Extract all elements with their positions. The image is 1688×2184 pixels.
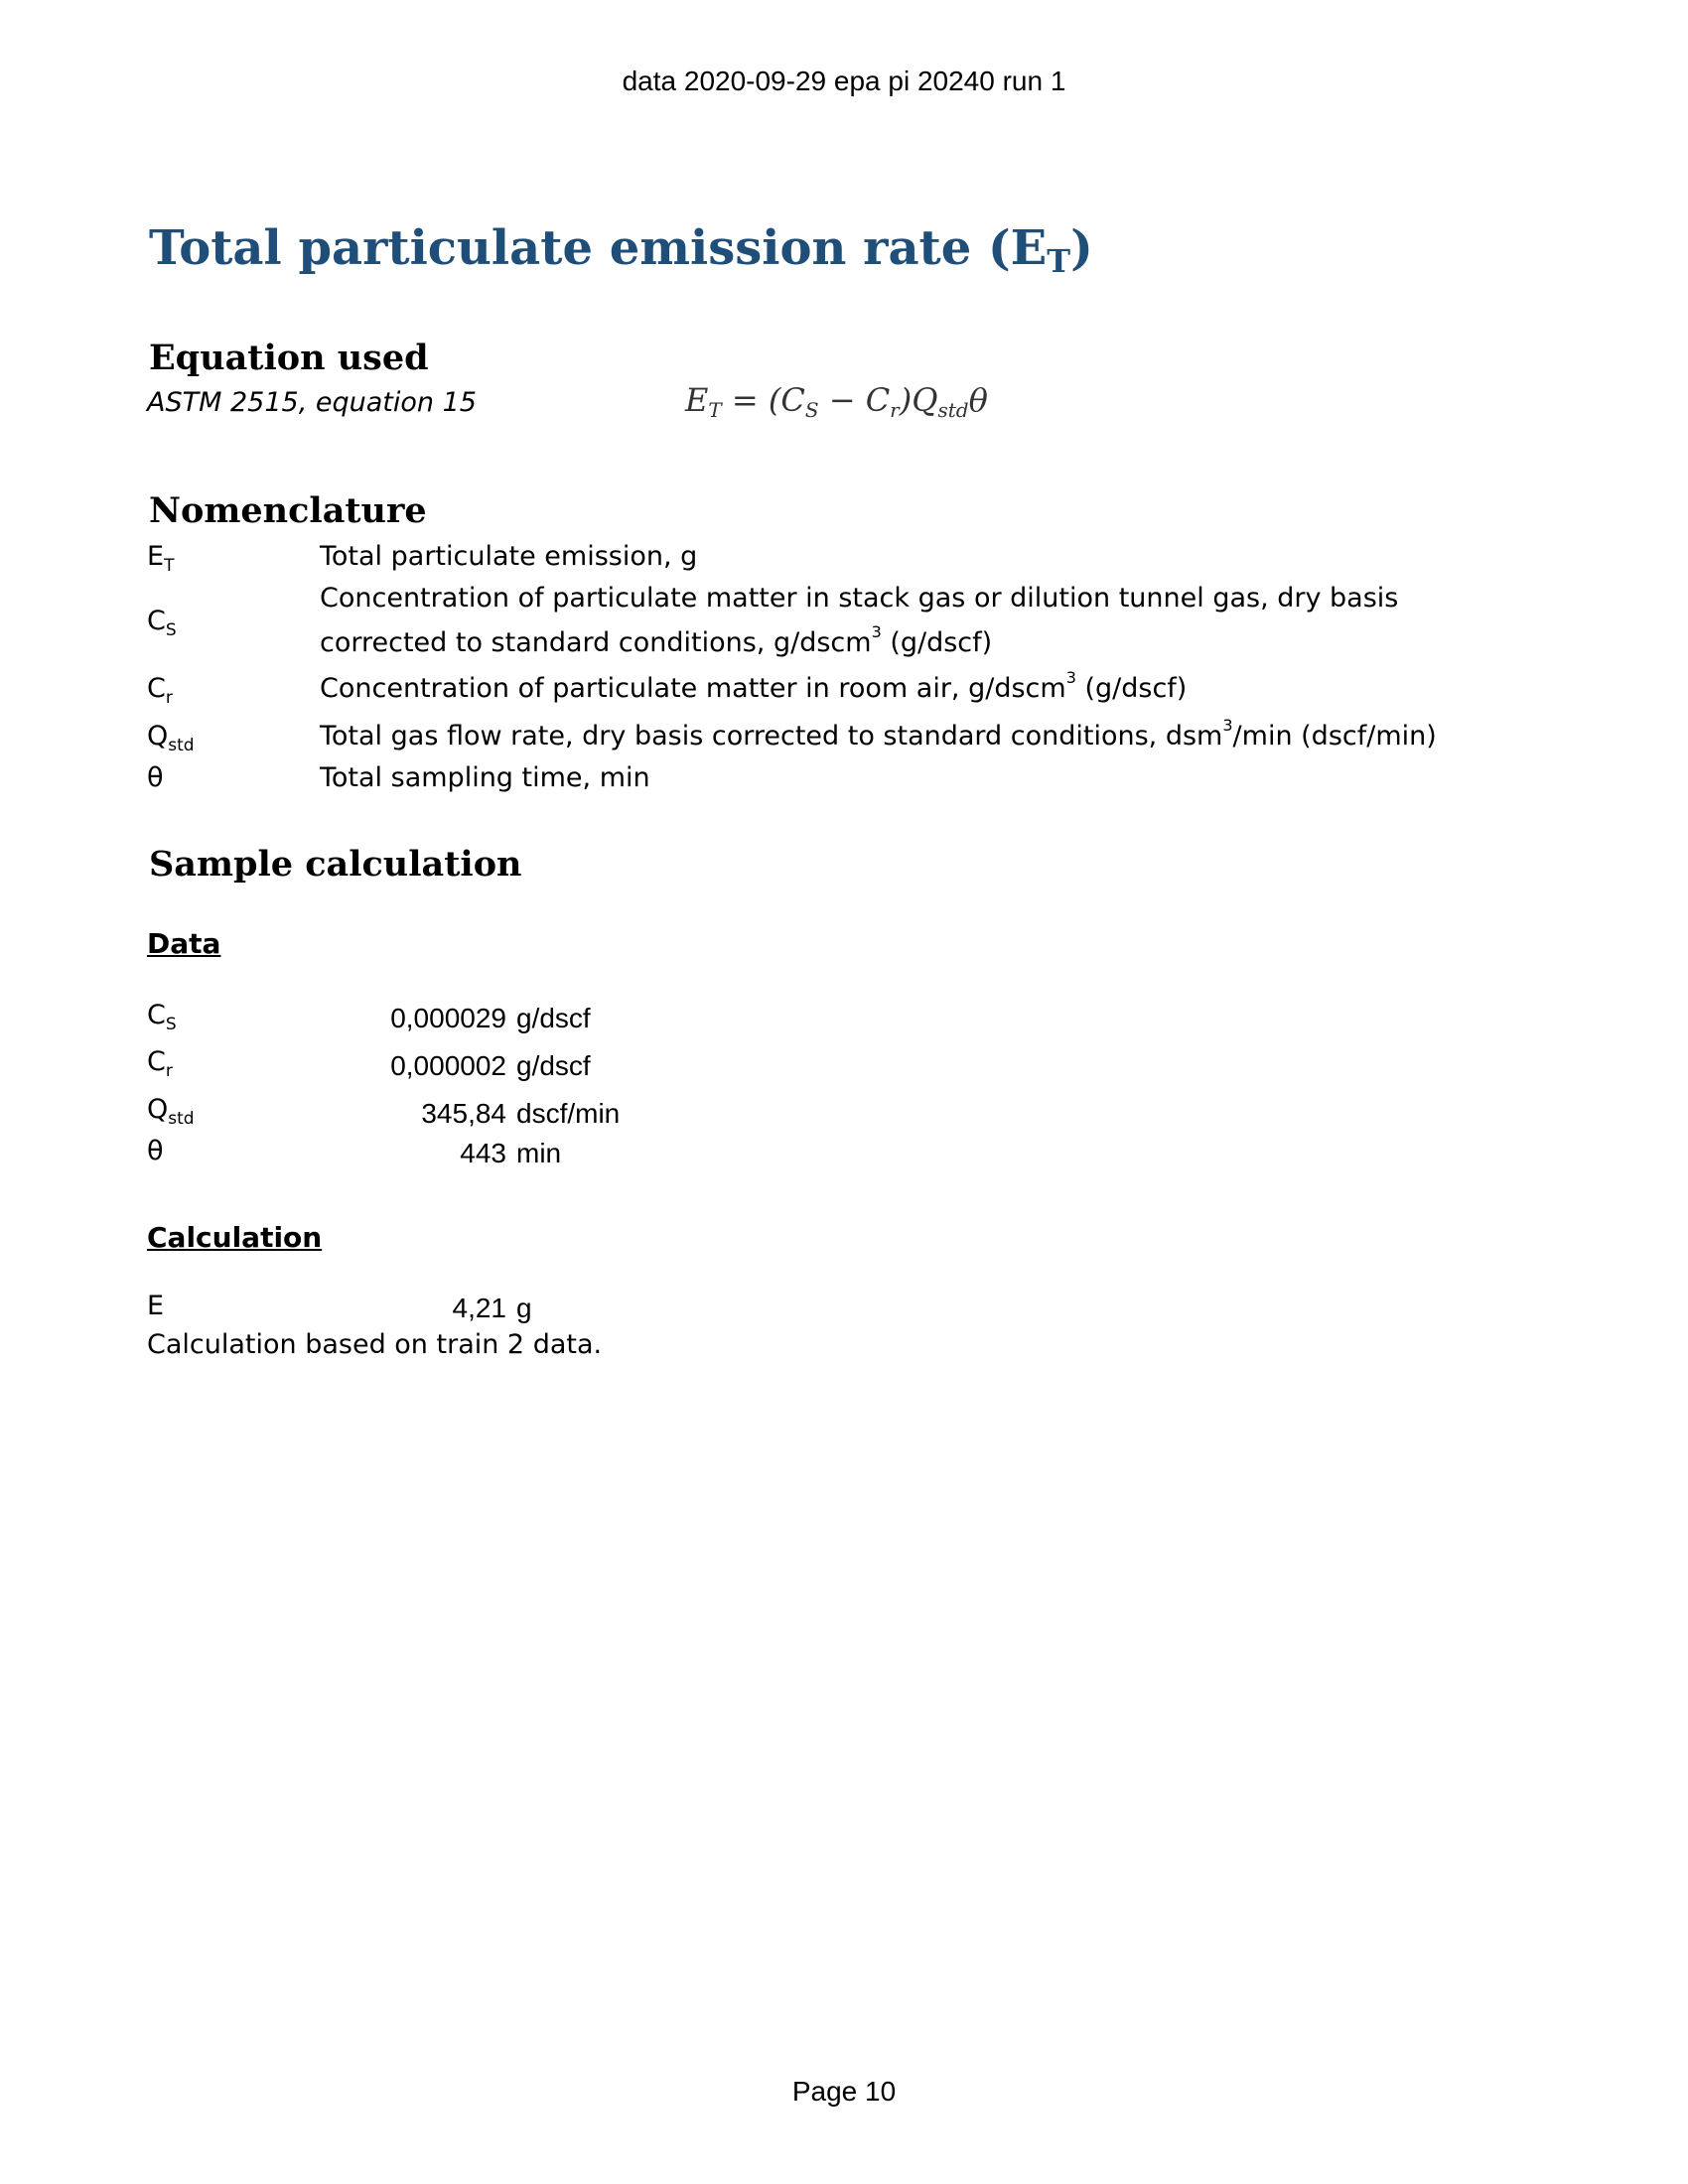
symbol-letter: C xyxy=(147,673,166,704)
formula-part: = (C xyxy=(721,381,805,419)
formula-part: )Q xyxy=(899,381,938,419)
data-symbol xyxy=(147,1000,177,1034)
data-symbol: θ xyxy=(147,1136,164,1166)
result-unit: g xyxy=(516,1293,532,1323)
page-title-close: ) xyxy=(1070,220,1093,276)
nomenclature-description: Total particulate emission, g xyxy=(320,541,698,572)
equation-source: ASTM 2515, equation 15 xyxy=(147,387,477,418)
nomenclature-description xyxy=(320,668,1188,704)
sample-calculation-heading: Sample calculation xyxy=(149,844,522,885)
symbol-letter: C xyxy=(147,606,166,636)
data-heading: Data xyxy=(147,927,221,960)
data-unit: g/dscf xyxy=(516,1003,591,1033)
equation-heading: Equation used xyxy=(149,338,429,378)
data-value: 0,000029 xyxy=(390,1003,506,1033)
symbol-letter: C xyxy=(147,1046,166,1077)
description-text: Concentration of particulate matter in room air, g/dscm xyxy=(320,673,1066,704)
description-text: Total gas flow rate, dry basis corrected to standard conditions, dsm xyxy=(320,721,1223,751)
symbol-subscript: std xyxy=(168,1109,195,1129)
symbol-letter: E xyxy=(147,541,165,572)
page-title xyxy=(149,220,1093,280)
formula-part: S xyxy=(804,398,819,422)
equation-formula xyxy=(685,381,988,422)
formula-part: θ xyxy=(968,381,988,419)
formula-part: T xyxy=(708,398,722,422)
symbol-letter: C xyxy=(147,1000,166,1030)
nomenclature-description: Total sampling time, min xyxy=(320,762,650,793)
symbol-subscript: std xyxy=(168,736,195,755)
page-number: Page 10 xyxy=(791,2076,897,2107)
description-superscript: 3 xyxy=(1222,716,1233,735)
data-symbol xyxy=(147,1094,195,1129)
nomenclature-heading: Nomenclature xyxy=(149,490,427,531)
data-value: 345,84 xyxy=(421,1098,506,1129)
data-value: 443 xyxy=(460,1138,506,1168)
formula-part: E xyxy=(685,381,709,419)
symbol-letter: Q xyxy=(147,721,169,751)
nomenclature-description: Concentration of particulate matter in stack gas or dilution tunnel gas, dry basis xyxy=(320,583,1399,614)
nomenclature-description xyxy=(320,622,993,658)
formula-part: r xyxy=(890,398,900,422)
nomenclature-symbol: θ xyxy=(147,762,164,793)
description-superscript: 3 xyxy=(1065,668,1076,687)
data-unit: min xyxy=(516,1138,562,1168)
formula-part: − C xyxy=(818,381,891,419)
page-header: data 2020-09-29 epa pi 20240 run 1 xyxy=(622,66,1066,96)
description-text: corrected to standard conditions, g/dscm xyxy=(320,627,872,658)
nomenclature-description xyxy=(320,716,1437,751)
symbol-subscript: S xyxy=(165,1015,177,1034)
symbol-subscript: r xyxy=(165,688,173,708)
description-text: (g/dscf) xyxy=(1075,673,1188,704)
description-text: (g/dscf) xyxy=(881,627,993,658)
data-unit: g/dscf xyxy=(516,1050,591,1081)
nomenclature-symbol xyxy=(147,721,195,755)
data-symbol xyxy=(147,1046,173,1081)
page-title-subscript: T xyxy=(1047,242,1071,280)
nomenclature-symbol xyxy=(147,673,173,708)
calculation-note: Calculation based on train 2 data. xyxy=(147,1329,603,1360)
symbol-letter: Q xyxy=(147,1094,169,1125)
symbol-subscript: T xyxy=(164,556,175,576)
description-superscript: 3 xyxy=(871,622,882,641)
calculation-heading: Calculation xyxy=(147,1221,323,1254)
formula-part: std xyxy=(937,398,969,422)
page-title-text: Total particulate emission rate (E xyxy=(149,220,1048,276)
nomenclature-symbol xyxy=(147,606,177,640)
symbol-subscript: S xyxy=(165,620,177,640)
result-value: 4,21 xyxy=(452,1293,506,1323)
nomenclature-symbol xyxy=(147,541,174,576)
data-unit: dscf/min xyxy=(516,1098,621,1129)
result-symbol: E xyxy=(147,1291,165,1321)
symbol-subscript: r xyxy=(165,1061,173,1081)
description-text: /min (dscf/min) xyxy=(1232,721,1437,751)
data-value: 0,000002 xyxy=(390,1050,506,1081)
